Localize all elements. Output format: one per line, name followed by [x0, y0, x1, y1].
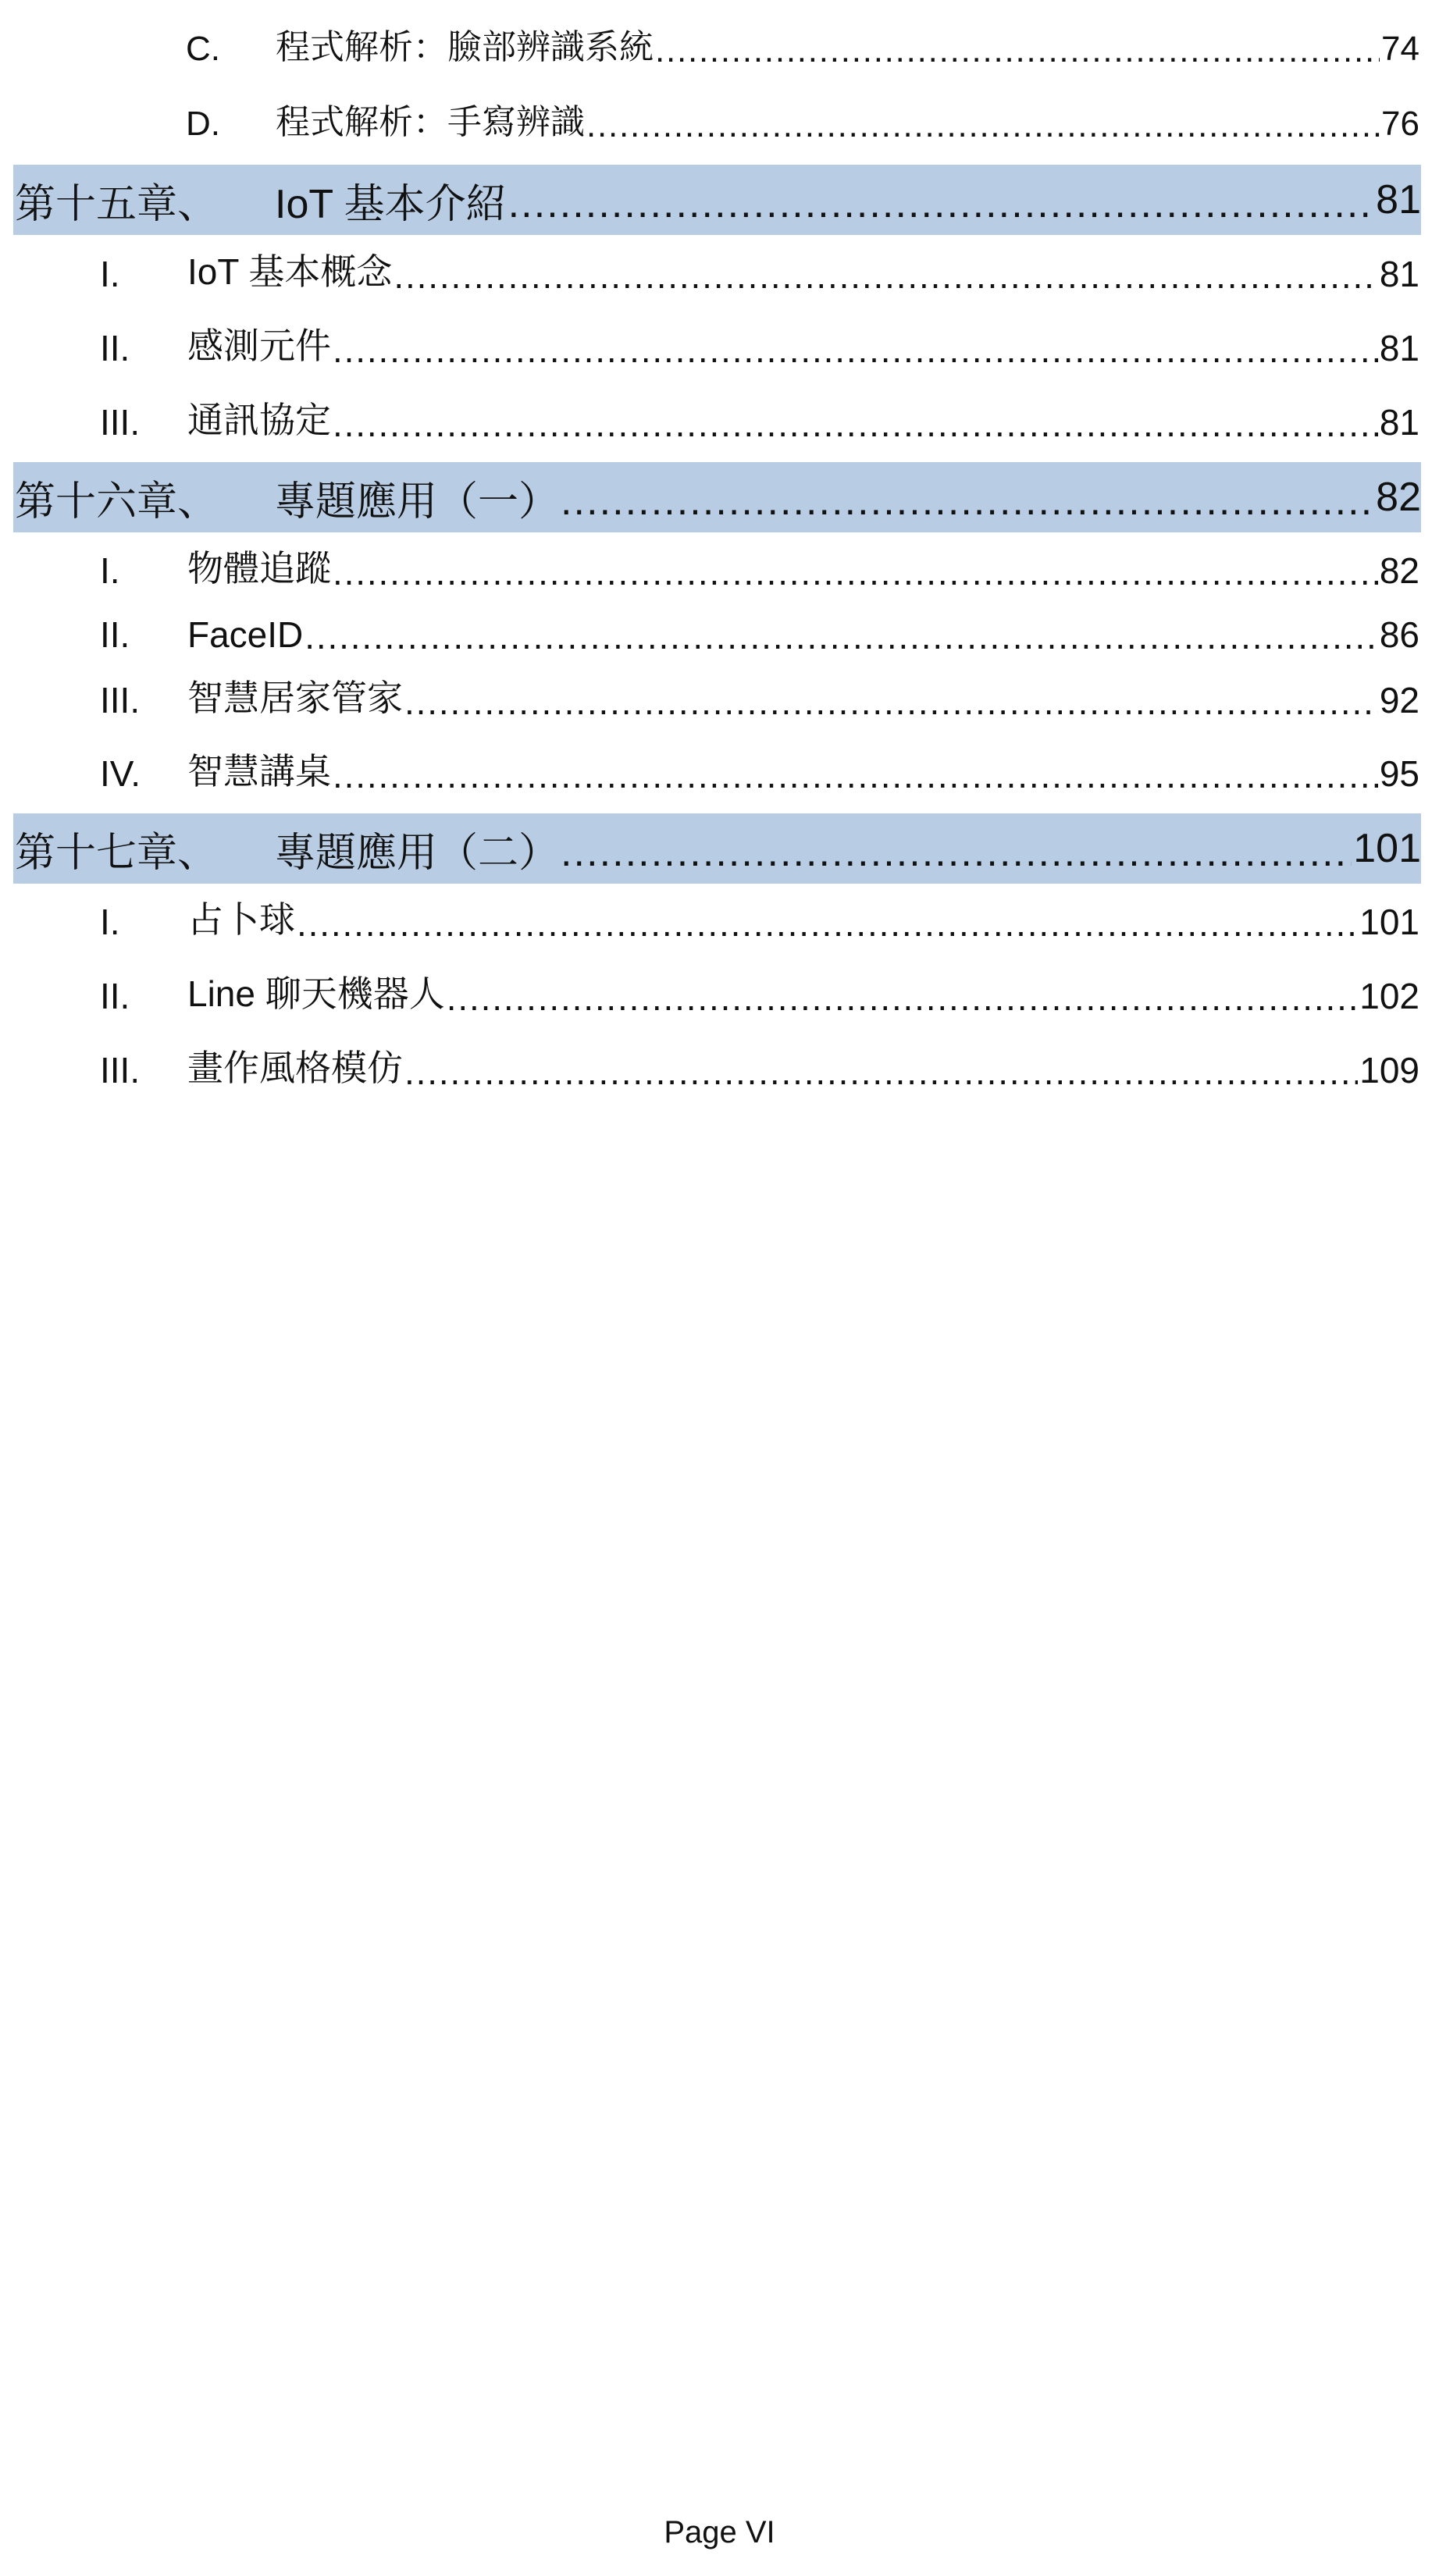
toc-chapter-number: 第十六章、: [15, 479, 219, 525]
toc-entry-title: 通訊協定: [187, 400, 331, 440]
toc-chapter[interactable]: [13, 165, 1421, 235]
dot-leader: [404, 685, 1378, 721]
toc-entry-page: 86: [1379, 614, 1419, 655]
toc-entry-page: 102: [1359, 976, 1419, 1016]
toc-entry-title: IoT 基本概念: [187, 251, 393, 292]
toc-entry-number: D.: [186, 105, 220, 143]
dot-leader: [333, 407, 1378, 443]
toc-entry-number: II.: [100, 976, 130, 1016]
toc-chapter-title: IoT 基本介紹: [275, 181, 507, 227]
toc-entry[interactable]: [100, 397, 1419, 443]
toc-entry[interactable]: [100, 748, 1419, 795]
toc-chapter-number: 第十七章、: [15, 830, 219, 876]
toc-entry-page: 95: [1379, 753, 1419, 794]
toc-entry-page: 81: [1379, 328, 1419, 368]
toc-entry-number: II.: [100, 328, 130, 368]
dot-leader: [297, 907, 1358, 943]
toc-entry-page: 82: [1379, 550, 1419, 591]
dot-leader: [586, 109, 1380, 144]
dot-leader: [333, 333, 1378, 369]
toc-entry-number: II.: [100, 614, 130, 655]
toc-entry[interactable]: [100, 1044, 1419, 1091]
dot-leader: [508, 185, 1375, 226]
toc-entry-page: 101: [1359, 902, 1419, 942]
toc-entry-number: I.: [100, 550, 120, 591]
toc-entry[interactable]: [100, 322, 1419, 369]
dot-leader: [305, 620, 1378, 656]
toc-entry[interactable]: [100, 545, 1419, 592]
toc-entry-number: C.: [186, 30, 220, 68]
toc-entry-title: 物體追蹤: [187, 548, 331, 589]
dot-leader: [561, 482, 1374, 523]
toc-entry-title: FaceID: [187, 614, 304, 655]
toc-entry-page: 81: [1379, 254, 1419, 294]
toc-entry[interactable]: [186, 97, 1419, 144]
toc-chapter-title: 專題應用（一）: [275, 479, 560, 525]
toc-entry[interactable]: [100, 609, 1419, 656]
toc-entry-title: 畫作風格模仿: [187, 1048, 403, 1088]
toc-entry-number: III.: [100, 680, 141, 720]
toc-entry[interactable]: [100, 674, 1419, 721]
toc-entry-number: I.: [100, 254, 120, 294]
toc-entry[interactable]: [100, 970, 1419, 1017]
toc-entry-number: III.: [100, 402, 141, 443]
page-footer: [0, 2515, 1439, 2550]
toc-entry-title: 占卜球: [187, 899, 295, 940]
toc-entry-number: I.: [100, 902, 120, 942]
toc-entry-title: 程式解析：手寫辨識: [276, 103, 585, 141]
toc-entry-page: 81: [1379, 402, 1419, 443]
toc-chapter-title: 專題應用（二）: [275, 830, 560, 876]
toc-entry[interactable]: [100, 896, 1419, 943]
toc-entry-title: 智慧講桌: [187, 751, 331, 792]
toc-entry-title: Line 聊天機器人: [187, 973, 445, 1014]
toc-entry-title: 感測元件: [187, 326, 331, 366]
dot-leader: [561, 834, 1352, 874]
dot-leader: [447, 981, 1359, 1017]
toc-entry-page: 76: [1381, 105, 1419, 143]
dot-leader: [333, 759, 1378, 795]
toc-chapter-page: 82: [1376, 475, 1421, 520]
dot-leader: [394, 259, 1377, 295]
toc-entry-page: 109: [1359, 1050, 1419, 1091]
toc-entry-page: 74: [1381, 30, 1419, 68]
page-number-label: Page VI: [664, 2515, 775, 2549]
toc-entry-number: IV.: [100, 753, 141, 794]
toc-entry[interactable]: [186, 22, 1419, 69]
toc-entry-number: III.: [100, 1050, 141, 1091]
toc-chapter[interactable]: [13, 813, 1421, 884]
dot-leader: [404, 1055, 1358, 1091]
toc-entry-title: 程式解析：臉部辨識系統: [276, 28, 654, 66]
toc-chapter[interactable]: [13, 462, 1421, 532]
toc-chapter-number: 第十五章、: [15, 181, 219, 227]
dot-leader: [655, 34, 1380, 69]
dot-leader: [333, 556, 1378, 592]
toc-entry[interactable]: [100, 248, 1419, 295]
toc-entry-page: 92: [1379, 680, 1419, 720]
toc-chapter-page: 81: [1376, 177, 1421, 222]
toc-entry-title: 智慧居家管家: [187, 678, 403, 718]
toc-chapter-page: 101: [1353, 826, 1421, 871]
